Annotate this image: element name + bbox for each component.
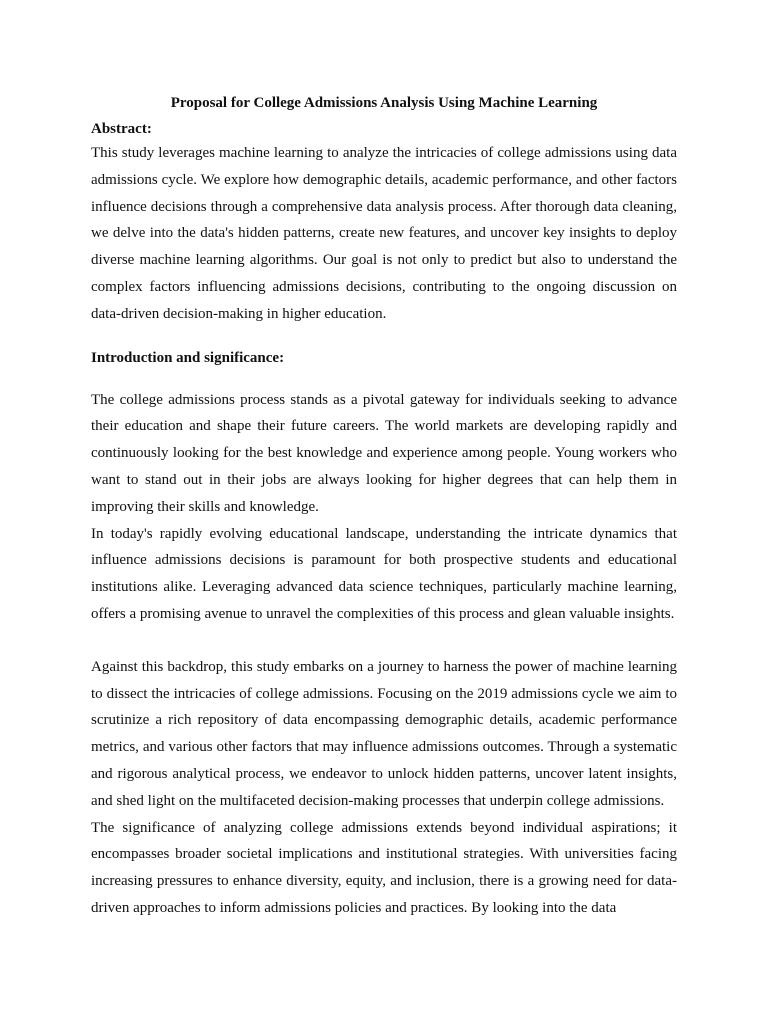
abstract-heading: Abstract: [91, 121, 152, 137]
introduction-heading: Introduction and significance: [91, 349, 285, 366]
abstract-paragraph: This study leverages machine learning to analyze the intricacies of college admissions using data admissions cycle. We explore how demographic details, academic performance, and other factors influence decisions through a comprehensive data analysis process. After thorough data cleaning, we delve into the data's hidden patterns, create new features, and uncover key insights to deploy diverse machine learning algorithms. Our goal is not only to predict but also to understand the complex factors influencing admissions decisions, contributing to the ongoing discussion on data-driven decision-making in higher education. [91, 145, 677, 322]
document-body [91, 92, 677, 922]
intro-paragraph-3: Against this backdrop, this study embarks on a journey to harness the power of machine learning to dissect the intricacies of college admissions. Focusing on the 2019 admissions cycle we aim to scrutinize a rich repository of data encompassing demographic details, academic performance metrics, and various other factors that may influence admissions outcomes. Through a systematic and rigorous analytical process, we endeavor to unlock hidden patterns, uncover latent insights, and shed light on the multifaceted decision-making processes that underpin college admissions. [91, 658, 677, 809]
intro-paragraph-2: In today's rapidly evolving educational landscape, understanding the intricate dynamics that influence admissions decisions is paramount for both prospective students and educational institutions alike. Leveraging advanced data science techniques, particularly machine learning, offers a promising avenue to unravel the complexities of this process and glean valuable insights. [91, 525, 677, 622]
intro-paragraph-4: The significance of analyzing college admissions extends beyond individual aspirations; it encompasses broader societal implications and institutional strategies. With universities facing increasing pressures to enhance diversity, equity, and inclusion, there is a growing need for data-driven approaches to inform admissions policies and practices. By looking into the data [91, 819, 677, 916]
document-title: Proposal for College Admissions Analysis Using Machine Learning [170, 95, 598, 111]
intro-paragraph-1: The college admissions process stands as a pivotal gateway for individuals seeking to advance their education and shape their future careers. The world markets are developing rapidly and continuously looking for the best knowledge and experience among people. Young workers who want to stand out in their jobs are always looking for higher degrees that can help them in improving their skills and knowledge. [91, 391, 677, 515]
